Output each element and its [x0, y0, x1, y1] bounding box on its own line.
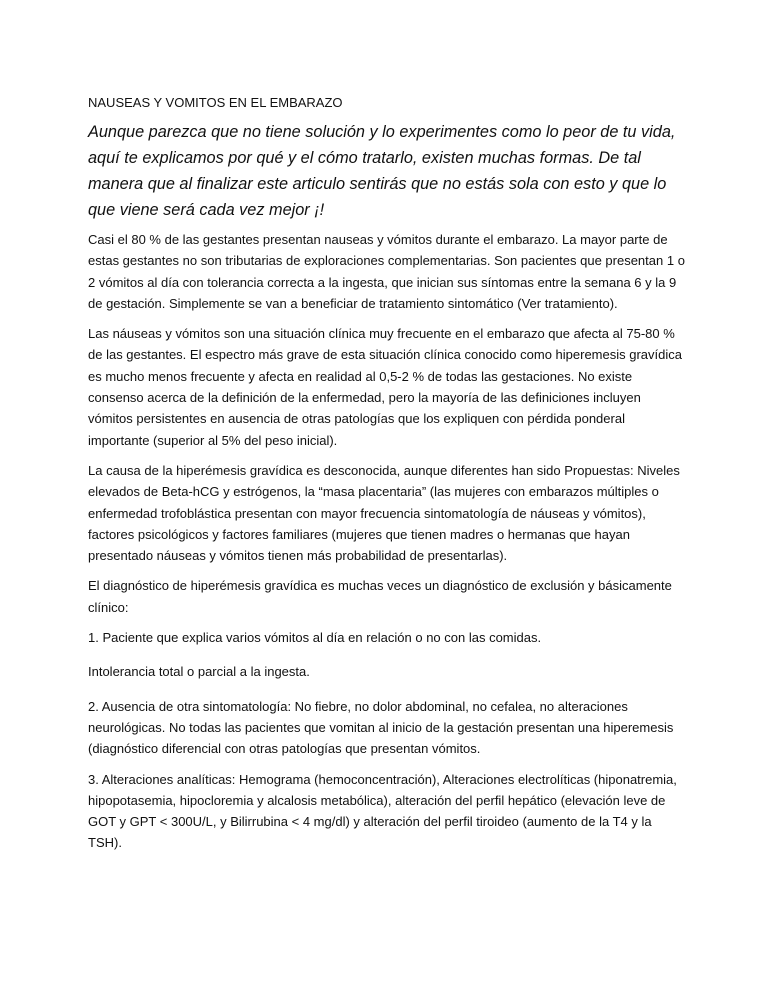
- paragraph-causes: La causa de la hiperémesis gravídica es desconocida, aunque diferentes han sido Propuestas: Niveles elevados de Beta-hCG y estrógenos, la “masa placentaria” (las mujeres con embarazos múltiples o enfermedad trofoblástica presentan con mayor frecuencia sintomatología de náuseas y vómitos), factores psicológicos y factores familiares (mujeres que tienen madres o hermanas que hayan presentado náuseas y vómitos tienen más probabilidad de presentarlas).: [88, 462, 680, 564]
- criterion-3: 3. Alteraciones analíticas: Hemograma (hemoconcentración), Alteraciones electrolíticas (hiponatremia, hipopotasemia, hipocloremia y alcalosis metabólica), alteración del perfil hepático (elevación leve de GOT y GPT < 300U/L, y Bilirrubina < 4 mg/dl) y alteración del perfil tiroideo (aumento de la T4 y la TSH).: [88, 771, 677, 851]
- document-page: [88, 95, 688, 863]
- criterion-1: 1. Paciente que explica varios vómitos al día en relación o no con las comidas.: [88, 630, 542, 646]
- criterion-2: 2. Ausencia de otra sintomatología: No fiebre, no dolor abdominal, no cefalea, no alteraciones neurológicas. No todas las pacientes que vomitan al inicio de la gestación presentan una hiperemesis (diagnóstico diferencial con otras patologías que presentan vómitos.: [88, 698, 674, 757]
- criterion-1-intolerance: Intolerancia total o parcial a la ingesta.: [88, 664, 310, 680]
- intro-paragraph: Aunque parezca que no tiene solución y lo experimentes como lo peor de tu vida, aquí te explicamos por qué y el cómo tratarlo, existen muchas formas. De tal manera que al finalizar este articulo sentirás que no estás sola con esto y que lo que viene será cada vez mejor ¡!: [88, 123, 676, 219]
- paragraph-prevalence: Casi el 80 % de las gestantes presentan nauseas y vómitos durante el embarazo. La mayor parte de estas gestantes no son tributarias de exploraciones complementarias. Son pacientes que presentan 1 o 2 vómitos al día con tolerancia correcta a la ingesta, que inician sus síntomas entre la semana 6 y la 9 de gestación. Simplemente se van a beneficiar de tratamiento sintomático (Ver tratamiento).: [88, 232, 685, 311]
- document-title: NAUSEAS Y VOMITOS EN EL EMBARAZO: [88, 95, 343, 110]
- paragraph-hyperemesis-definition: Las náuseas y vómitos son una situación clínica muy frecuente en el embarazo que afecta al 75-80 % de las gestantes. El espectro más grave de esta situación clínica conocido como hiperemesis gravídica es mucho menos frecuente y afecta en realidad al 0,5-2 % de todas las gestaciones. No existe consenso acerca de la definición de la enfermedad, pero la mayoría de las definiciones incluyen vómitos persistentes en ausencia de otras patologías que los expliquen con pérdida ponderal importante (superior al 5% del peso inicial).: [88, 326, 682, 448]
- paragraph-diagnosis-intro: El diagnóstico de hiperémesis gravídica es muchas veces un diagnóstico de exclusión y básicamente clínico:: [88, 578, 672, 615]
